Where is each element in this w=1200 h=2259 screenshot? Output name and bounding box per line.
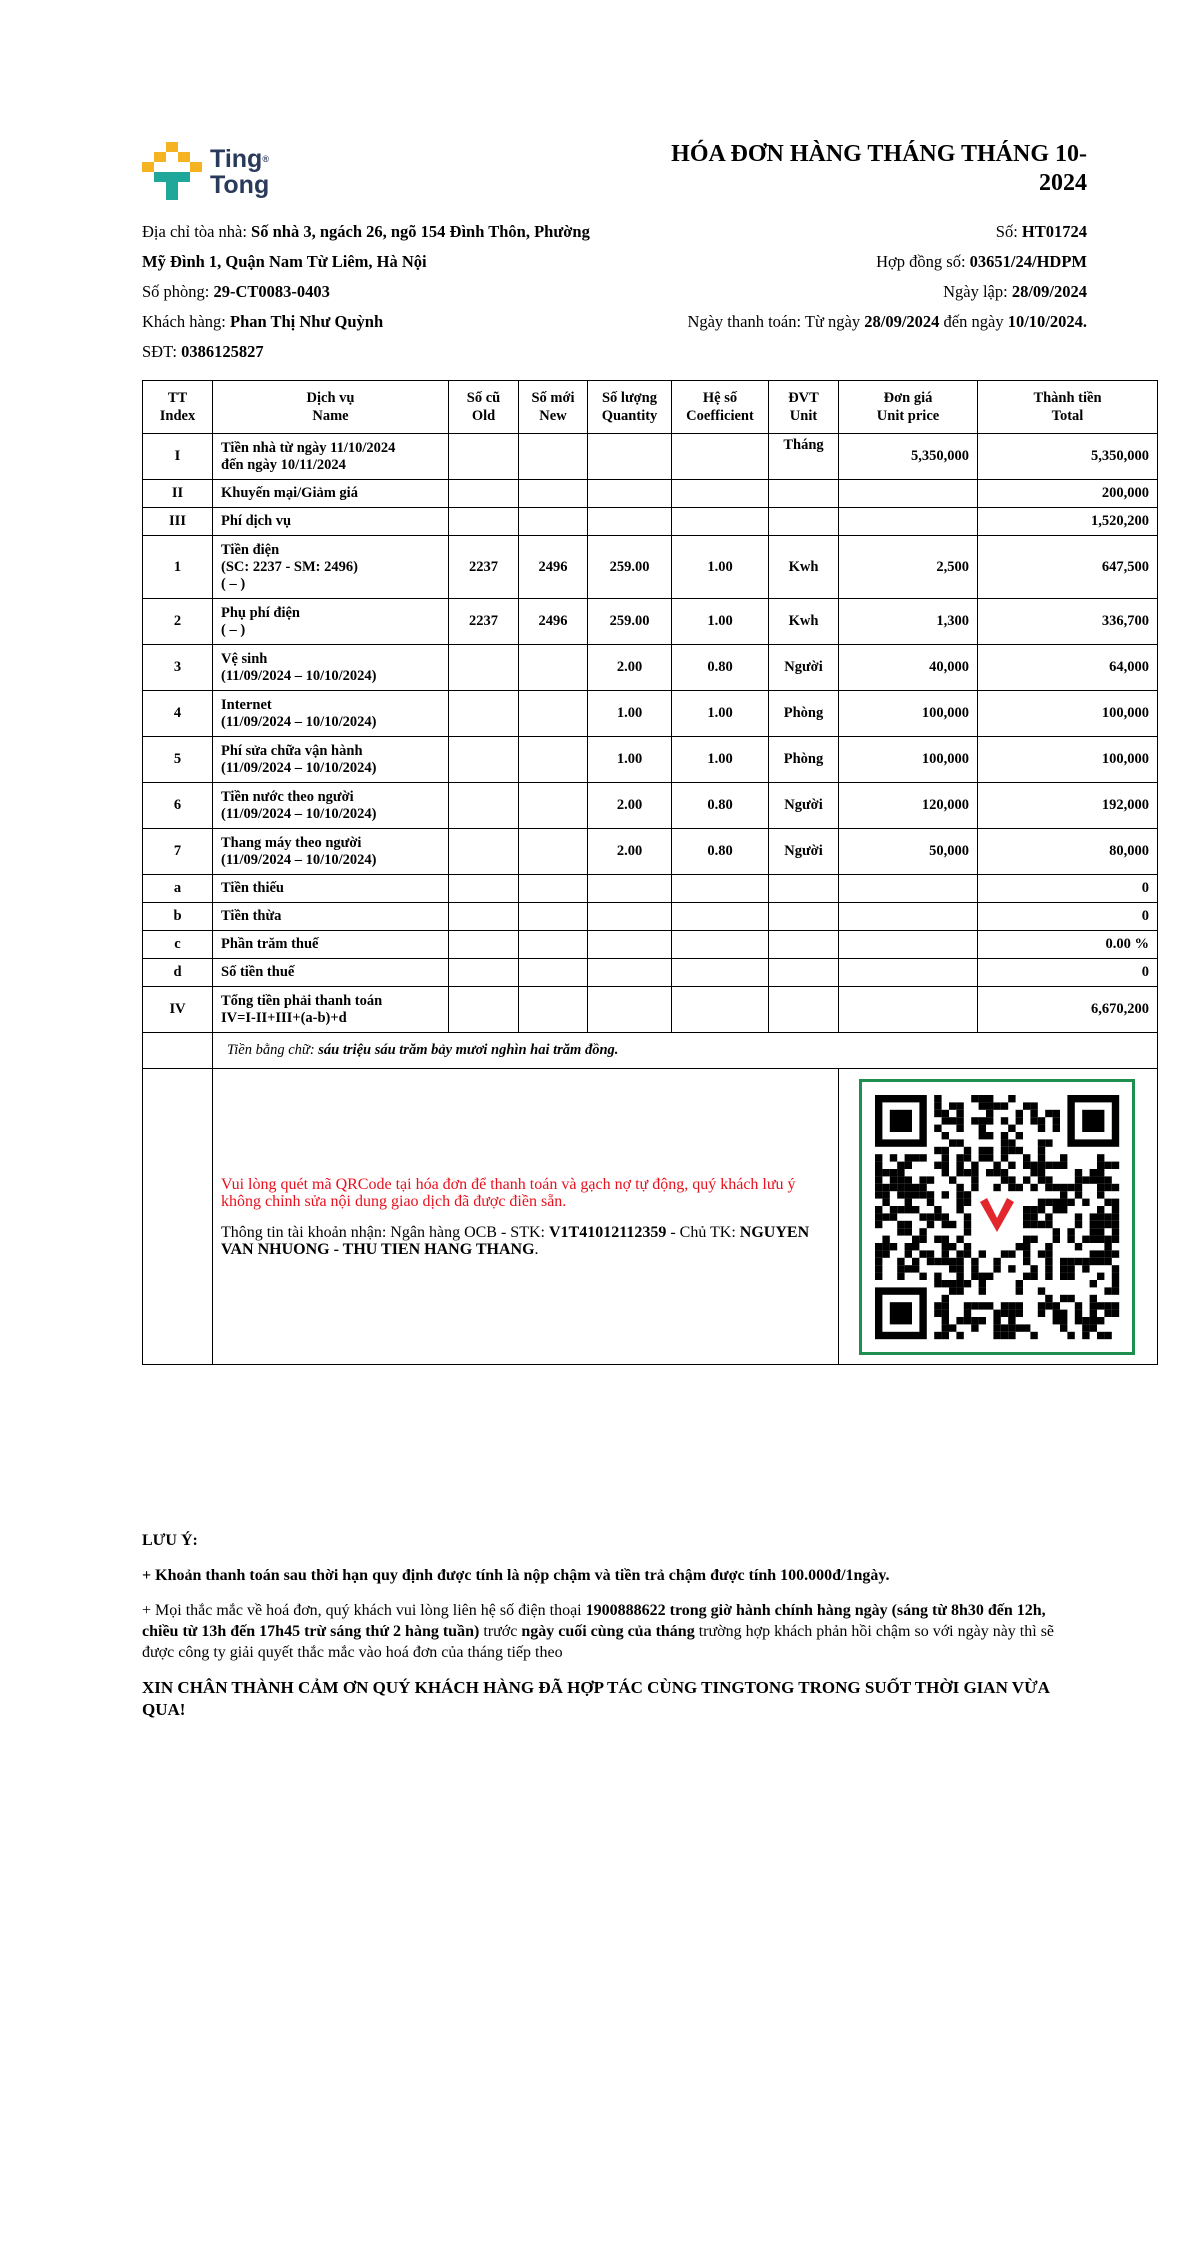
- cell-quantity: 2.00: [588, 829, 672, 875]
- cell-quantity: 259.00: [588, 599, 672, 645]
- payment-row: [143, 1069, 1158, 1365]
- table-row: [143, 480, 1158, 508]
- table-header-row: [143, 381, 1158, 434]
- cell-new: [519, 783, 588, 829]
- table-row: [143, 783, 1158, 829]
- address-value-2: Mỹ Đình 1, Quận Nam Từ Liêm, Hà Nội: [142, 252, 427, 271]
- table-row: [143, 959, 1158, 987]
- cell-unit: [769, 959, 839, 987]
- cell-index: c: [143, 931, 213, 959]
- service-name-line: Phần trăm thuế: [221, 936, 319, 952]
- cell-coefficient: 1.00: [672, 691, 769, 737]
- tingtong-logo: [142, 142, 282, 202]
- column-header-sublabel: Index: [159, 408, 196, 424]
- payment-qr-code[interactable]: [859, 1079, 1135, 1355]
- cell-service-name: [213, 645, 449, 691]
- cell-index: a: [143, 875, 213, 903]
- cell-new: [519, 645, 588, 691]
- cell-total: 100,000: [978, 737, 1158, 783]
- column-header-label: Số cũ: [466, 390, 501, 406]
- room-line: [142, 282, 330, 302]
- cell-quantity: [588, 875, 672, 903]
- service-name-line: Phí dịch vụ: [221, 513, 292, 529]
- cell-service-name: [213, 434, 449, 480]
- cell-coefficient: 1.00: [672, 737, 769, 783]
- cell-old: [449, 959, 519, 987]
- cell-coefficient: 1.00: [672, 536, 769, 599]
- contact-note-b: 1900888622 trong giờ hành chính hàng ngày (sáng từ 8h30 đến 12h, chiều từ 13h đến 17h45 trừ sáng thứ 2 hàng tuần): [142, 1602, 1046, 1640]
- cell-old: [449, 508, 519, 536]
- cell-unit-price: 100,000: [839, 737, 978, 783]
- cell-index: III: [143, 508, 213, 536]
- service-name-line: Phụ phí điện: [221, 604, 300, 621]
- invoice-title: HÓA ĐƠN HÀNG THÁNG THÁNG 10-2024: [671, 141, 1087, 196]
- cell-coefficient: 1.00: [672, 599, 769, 645]
- logo-text-line1: Ting: [210, 145, 263, 173]
- invoice-table: [142, 380, 1158, 1365]
- contract-value: 03651/24/HDPM: [969, 252, 1087, 271]
- cell-new: [519, 959, 588, 987]
- contact-note-d: ngày cuối cùng của tháng: [521, 1623, 695, 1640]
- cell-service-name: [213, 737, 449, 783]
- cell-unit: Phòng: [769, 737, 839, 783]
- cell-index: 2: [143, 599, 213, 645]
- cell-unit: Người: [769, 829, 839, 875]
- column-header-label: Số mới: [531, 390, 575, 406]
- table-row: [143, 645, 1158, 691]
- column-header-label: Đơn giá: [883, 390, 933, 406]
- cell-quantity: 2.00: [588, 645, 672, 691]
- cell-total: 5,350,000: [978, 434, 1158, 480]
- cell-quantity: [588, 480, 672, 508]
- address-line-1: [142, 222, 590, 242]
- column-header-sublabel: Coefficient: [686, 408, 754, 424]
- cell-index: I: [143, 434, 213, 480]
- issue-date-label: Ngày lập:: [943, 282, 1012, 301]
- service-name-line: (SC: 2237 - SM: 2496): [221, 558, 358, 575]
- service-name-line: Tiền nhà từ ngày 11/10/2024: [221, 439, 396, 456]
- column-header-label: Số lượng: [601, 390, 657, 406]
- table-body: [143, 434, 1158, 1033]
- cell-service-name: [213, 599, 449, 645]
- address-label: Địa chỉ tòa nhà:: [142, 222, 252, 241]
- column-header-sublabel: Name: [312, 408, 349, 424]
- column-header: [143, 381, 213, 434]
- service-name-line: (11/09/2024 – 10/10/2024): [221, 851, 377, 868]
- cell-coefficient: [672, 931, 769, 959]
- cell-total: 80,000: [978, 829, 1158, 875]
- invoice-number-line: [996, 222, 1087, 242]
- phone-line: [142, 342, 264, 362]
- cell-coefficient: [672, 987, 769, 1033]
- cell-new: [519, 987, 588, 1033]
- column-header-label: Dịch vụ: [306, 390, 355, 406]
- cell-new: [519, 931, 588, 959]
- column-header-label: ĐVT: [788, 390, 819, 406]
- cell-index: 7: [143, 829, 213, 875]
- cell-old: [449, 737, 519, 783]
- service-name-line: Tiền thiếu: [221, 880, 284, 896]
- payment-row-blank: [143, 1069, 213, 1365]
- address-value-1: Số nhà 3, ngách 26, ngõ 154 Đình Thôn, Phường: [251, 222, 590, 241]
- cell-coefficient: 0.80: [672, 829, 769, 875]
- cell-unit: Người: [769, 783, 839, 829]
- column-header: [672, 381, 769, 434]
- notes-section: [142, 1530, 1082, 1735]
- cell-unit: Kwh: [769, 536, 839, 599]
- cell-coefficient: [672, 875, 769, 903]
- column-header: [519, 381, 588, 434]
- cell-coefficient: [672, 508, 769, 536]
- cell-index: 1: [143, 536, 213, 599]
- cell-index: 5: [143, 737, 213, 783]
- service-name-line: Khuyến mại/Giảm giá: [221, 485, 358, 501]
- cell-old: [449, 480, 519, 508]
- cell-new: [519, 691, 588, 737]
- payment-date-mid: đến ngày: [939, 312, 1008, 331]
- issue-date-value: 28/09/2024: [1011, 282, 1087, 301]
- cell-service-name: [213, 931, 449, 959]
- cell-unit: [769, 508, 839, 536]
- amount-in-words-label: Tiền bằng chữ:: [227, 1042, 319, 1058]
- cell-unit-price: [839, 959, 978, 987]
- address-line-2: [142, 252, 427, 272]
- table-row: [143, 536, 1158, 599]
- column-header: [449, 381, 519, 434]
- invoice-page: [142, 140, 1157, 1719]
- cell-old: [449, 987, 519, 1033]
- room-label: Số phòng:: [142, 282, 214, 301]
- late-payment-note: + Khoản thanh toán sau thời hạn quy định được tính là nộp chậm và tiền trả chậm được tính 100.000đ/1ngày.: [142, 1567, 890, 1584]
- bank-account-info: [221, 1224, 830, 1258]
- invoice-number-value: HT01724: [1021, 222, 1087, 241]
- service-name-line: đến ngày 10/11/2024: [221, 456, 346, 473]
- contract-line: [876, 252, 1087, 272]
- logo-registered: ®: [262, 154, 269, 164]
- cell-service-name: [213, 829, 449, 875]
- cell-quantity: [588, 508, 672, 536]
- column-header-sublabel: Unit price: [876, 408, 940, 424]
- cell-total: 336,700: [978, 599, 1158, 645]
- payment-date-to: 10/10/2024.: [1007, 312, 1087, 331]
- cell-coefficient: 0.80: [672, 783, 769, 829]
- bank-account-end: .: [534, 1240, 539, 1258]
- cell-index: 4: [143, 691, 213, 737]
- issue-date-line: [943, 282, 1087, 302]
- amount-in-words: [213, 1033, 1158, 1069]
- customer-value: Phan Thị Như Quỳnh: [229, 312, 384, 331]
- amount-in-words-value: sáu triệu sáu trăm bảy mươi nghìn hai trăm đồng.: [318, 1042, 619, 1058]
- cell-service-name: [213, 536, 449, 599]
- qr-notice: Vui lòng quét mã QRCode tại hóa đơn để thanh toán và gạch nợ tự động, quý khách lưu ý không chỉnh sửa nội dung giao dịch đã được điền sẵn.: [221, 1175, 796, 1210]
- cell-unit-price: [839, 875, 978, 903]
- cell-new: [519, 903, 588, 931]
- logo-text-line2: Tong: [210, 171, 270, 199]
- cell-unit-price: 2,500: [839, 536, 978, 599]
- cell-unit: [769, 931, 839, 959]
- cell-unit: [769, 903, 839, 931]
- cell-index: II: [143, 480, 213, 508]
- cell-new: [519, 508, 588, 536]
- cell-index: b: [143, 903, 213, 931]
- table-row: [143, 434, 1158, 480]
- service-name-line: Số tiền thuế: [221, 964, 295, 980]
- cell-old: [449, 903, 519, 931]
- payment-date-line: [687, 312, 1087, 332]
- phone-value: 0386125827: [181, 342, 264, 361]
- room-value: 29-CT0083-0403: [213, 282, 330, 301]
- cell-quantity: [588, 987, 672, 1033]
- cell-quantity: 259.00: [588, 536, 672, 599]
- cell-unit-price: [839, 508, 978, 536]
- cell-old: 2237: [449, 599, 519, 645]
- service-name-line: Phí sửa chữa vận hành: [221, 742, 363, 759]
- cell-total: 0: [978, 903, 1158, 931]
- cell-index: 6: [143, 783, 213, 829]
- service-name-line: ( – ): [221, 575, 246, 592]
- cell-new: [519, 737, 588, 783]
- cell-total: 0: [978, 959, 1158, 987]
- contact-note-e: trường hợp khách phản hồi chậm so với ngày này thì sẽ được công ty giải quyết thắc mắc vào hoá đơn của tháng tiếp theo: [142, 1623, 1055, 1661]
- bank-account-mid: - Chủ TK:: [666, 1223, 740, 1241]
- notes-heading: LƯU Ý:: [142, 1532, 198, 1549]
- thank-you-note: XIN CHÂN THÀNH CẢM ƠN QUÝ KHÁCH HÀNG ĐÃ HỢP TÁC CÙNG TINGTONG TRONG SUỐT THỜI GIAN VỪA QUA!: [142, 1678, 1049, 1719]
- cell-old: [449, 434, 519, 480]
- service-name-line: Tiền điện: [221, 541, 280, 558]
- cell-quantity: [588, 959, 672, 987]
- column-header-sublabel: Old: [471, 408, 496, 424]
- amount-in-words-blank: [143, 1033, 213, 1069]
- column-header-label: Thành tiền: [1033, 390, 1102, 406]
- cell-new: [519, 875, 588, 903]
- payment-instructions: [213, 1069, 839, 1365]
- cell-coefficient: [672, 480, 769, 508]
- cell-quantity: 1.00: [588, 737, 672, 783]
- cell-quantity: 2.00: [588, 783, 672, 829]
- cell-quantity: 1.00: [588, 691, 672, 737]
- column-header-label: Hệ số: [702, 390, 738, 406]
- cell-service-name: [213, 875, 449, 903]
- cell-coefficient: [672, 903, 769, 931]
- cell-quantity: [588, 434, 672, 480]
- cell-total: 0: [978, 875, 1158, 903]
- cell-total: 192,000: [978, 783, 1158, 829]
- cell-unit-price: 1,300: [839, 599, 978, 645]
- cell-new: 2496: [519, 536, 588, 599]
- cell-unit-price: 5,350,000: [839, 434, 978, 480]
- invoice-header: [142, 140, 1157, 220]
- cell-unit: Kwh: [769, 599, 839, 645]
- cell-unit-price: [839, 987, 978, 1033]
- cell-total: 100,000: [978, 691, 1158, 737]
- cell-service-name: [213, 480, 449, 508]
- column-header-sublabel: Total: [1051, 408, 1084, 424]
- service-name-line: (11/09/2024 – 10/10/2024): [221, 667, 377, 684]
- table-row: [143, 737, 1158, 783]
- service-name-line: (11/09/2024 – 10/10/2024): [221, 759, 377, 776]
- contact-note: [142, 1600, 1082, 1663]
- table-row: [143, 691, 1158, 737]
- customer-line: [142, 312, 383, 332]
- cell-unit: [769, 480, 839, 508]
- service-name-line: IV=I-II+III+(a-b)+d: [221, 1009, 347, 1026]
- cell-coefficient: [672, 434, 769, 480]
- cell-quantity: [588, 931, 672, 959]
- cell-index: 3: [143, 645, 213, 691]
- customer-label: Khách hàng:: [142, 312, 230, 331]
- column-header-sublabel: Unit: [789, 408, 818, 424]
- cell-total: 64,000: [978, 645, 1158, 691]
- cell-old: [449, 875, 519, 903]
- service-name-line: (11/09/2024 – 10/10/2024): [221, 805, 377, 822]
- cell-unit: Tháng: [769, 434, 839, 480]
- cell-unit: [769, 987, 839, 1033]
- cell-unit: Phòng: [769, 691, 839, 737]
- cell-service-name: [213, 987, 449, 1033]
- service-name-line: ( – ): [221, 621, 246, 638]
- cell-unit: [769, 875, 839, 903]
- service-name-line: Tiền nước theo người: [221, 788, 354, 805]
- cell-unit-price: 50,000: [839, 829, 978, 875]
- cell-quantity: [588, 903, 672, 931]
- cell-old: [449, 931, 519, 959]
- cell-unit-price: [839, 903, 978, 931]
- cell-old: [449, 645, 519, 691]
- cell-old: 2237: [449, 536, 519, 599]
- cell-service-name: [213, 903, 449, 931]
- service-name-line: Tiền thừa: [221, 908, 282, 924]
- service-name-line: (11/09/2024 – 10/10/2024): [221, 713, 377, 730]
- column-header: [978, 381, 1158, 434]
- table-row: [143, 829, 1158, 875]
- column-header: [769, 381, 839, 434]
- contact-note-a: + Mọi thắc mắc về hoá đơn, quý khách vui lòng liên hệ số điện thoại: [142, 1602, 586, 1619]
- bank-account-prefix: Thông tin tài khoản nhận: Ngân hàng OCB - STK:: [221, 1223, 549, 1241]
- contract-label: Hợp đồng số:: [876, 252, 970, 271]
- cell-unit-price: [839, 931, 978, 959]
- contact-note-c: trước: [479, 1623, 522, 1640]
- table-row: [143, 987, 1158, 1033]
- cell-total: 0.00 %: [978, 931, 1158, 959]
- cell-index: d: [143, 959, 213, 987]
- cell-total: 200,000: [978, 480, 1158, 508]
- cell-coefficient: 0.80: [672, 645, 769, 691]
- cell-total: 647,500: [978, 536, 1158, 599]
- table-row: [143, 875, 1158, 903]
- column-header: [588, 381, 672, 434]
- logo-wordmark: [210, 146, 269, 198]
- cell-total: 6,670,200: [978, 987, 1158, 1033]
- cell-coefficient: [672, 959, 769, 987]
- service-name-line: Tổng tiền phải thanh toán: [221, 992, 383, 1009]
- column-header-sublabel: Quantity: [601, 408, 658, 424]
- cell-total: 1,520,200: [978, 508, 1158, 536]
- table-row: [143, 599, 1158, 645]
- column-header: [839, 381, 978, 434]
- cell-index: IV: [143, 987, 213, 1033]
- column-header-sublabel: New: [539, 408, 567, 424]
- cell-unit: Người: [769, 645, 839, 691]
- cell-old: [449, 783, 519, 829]
- cell-new: [519, 434, 588, 480]
- column-header: [213, 381, 449, 434]
- tingtong-logo-icon: [142, 142, 202, 202]
- cell-service-name: [213, 959, 449, 987]
- cell-new: 2496: [519, 599, 588, 645]
- cell-old: [449, 691, 519, 737]
- bank-account-holder: NGUYEN VAN NHUONG - THU TIEN HANG THANG: [221, 1223, 810, 1258]
- table-row: [143, 508, 1158, 536]
- cell-old: [449, 829, 519, 875]
- cell-service-name: [213, 783, 449, 829]
- cell-unit-price: 120,000: [839, 783, 978, 829]
- bank-account-number: V1T41012112359: [548, 1223, 667, 1241]
- payment-date-label: Ngày thanh toán: Từ ngày: [687, 312, 865, 331]
- cell-unit-price: [839, 480, 978, 508]
- service-name-line: Vệ sinh: [221, 650, 268, 667]
- service-name-line: Thang máy theo người: [221, 834, 362, 851]
- invoice-number-label: Số:: [995, 222, 1022, 241]
- cell-new: [519, 480, 588, 508]
- table-row: [143, 931, 1158, 959]
- qr-code-image: [862, 1082, 1132, 1352]
- phone-label: SĐT:: [142, 342, 182, 361]
- amount-in-words-row: [143, 1033, 1158, 1069]
- service-name-line: Internet: [221, 696, 272, 713]
- table-row: [143, 903, 1158, 931]
- column-header-label: TT: [167, 390, 188, 406]
- cell-unit-price: 40,000: [839, 645, 978, 691]
- cell-service-name: [213, 691, 449, 737]
- payment-date-from: 28/09/2024: [864, 312, 940, 331]
- qr-cell: [839, 1069, 1158, 1365]
- cell-service-name: [213, 508, 449, 536]
- cell-new: [519, 829, 588, 875]
- cell-unit-price: 100,000: [839, 691, 978, 737]
